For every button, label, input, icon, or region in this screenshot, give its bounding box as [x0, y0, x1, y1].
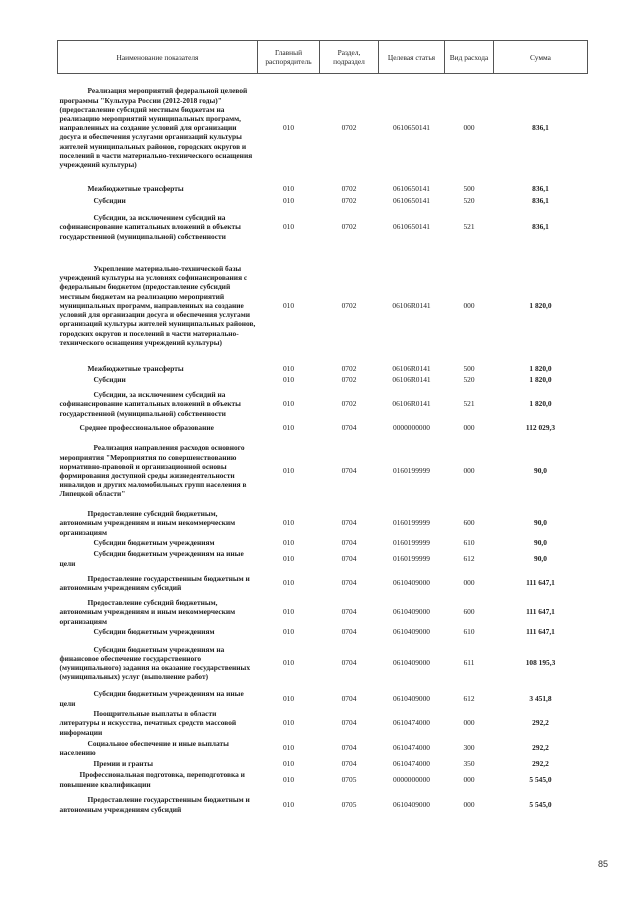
- row-target-article: 0000000000: [393, 774, 430, 784]
- row-name: Субсидии, за исключением субсидий на софинансирование капитальных вложений в объекты государственной (муниципальной) собственности: [59, 390, 241, 418]
- row-sum: 111 647,1: [526, 578, 555, 588]
- table-row: [58, 709, 588, 738]
- row-target-article: 0610409000: [393, 693, 430, 703]
- row-name: Предоставление государственным бюджетным и автономным учреждениям субсидий: [59, 795, 250, 814]
- row-grbs: 010: [282, 718, 295, 728]
- table-row: [58, 434, 588, 509]
- row-target-article: 0160199999: [393, 553, 430, 563]
- table-row: [58, 627, 588, 638]
- row-name: Субсидии бюджетным учреждениям: [93, 538, 215, 548]
- row-expense-type: 000: [463, 123, 475, 133]
- row-razdel: 0705: [341, 774, 357, 784]
- row-razdel: 0705: [341, 799, 357, 809]
- row-razdel: 0704: [341, 743, 357, 753]
- table-row: [58, 689, 588, 709]
- row-name: Субсидии бюджетным учреждениям на финансовое обеспечение государственного (муниципального) задания на оказание государственных (муниципальных) услуг (выполнение работ): [59, 644, 251, 682]
- row-grbs: 010: [282, 123, 295, 133]
- row-grbs: 010: [282, 466, 295, 476]
- row-name: Субсидии, за исключением субсидий на софинансирование капитальных вложений в объекты государственной (муниципальной) собственности: [59, 213, 241, 241]
- row-sum: 90,0: [534, 466, 547, 476]
- row-target-article: 06106R0141: [392, 364, 431, 374]
- row-grbs: 010: [282, 518, 295, 528]
- row-grbs: 010: [282, 578, 295, 588]
- row-target-article: 0160199999: [393, 466, 430, 476]
- table-row: [58, 196, 588, 207]
- row-expense-type: 600: [463, 518, 475, 528]
- row-name: Реализация направления расходов основного мероприятия "Мероприятия по совершенствованию нормативно-правовой и организационной основы формирования доступной среды жизнедеятельности инвалидов и других маломобильных групп населения в Липецкой области": [59, 443, 247, 499]
- row-expense-type: 521: [463, 399, 475, 409]
- row-razdel: 0704: [341, 658, 357, 668]
- row-name: Среднее профессиональное образование: [79, 423, 214, 433]
- row-razdel: 0704: [341, 627, 357, 637]
- row-razdel: 0704: [341, 607, 357, 617]
- row-razdel: 0702: [341, 196, 357, 206]
- row-expense-type: 000: [463, 799, 475, 809]
- row-grbs: 010: [282, 759, 295, 769]
- row-sum: 5 545,0: [529, 799, 552, 809]
- row-razdel: 0704: [341, 578, 357, 588]
- row-sum: 111 647,1: [526, 627, 555, 637]
- row-grbs: 010: [282, 627, 295, 637]
- row-grbs: 010: [282, 196, 295, 206]
- row-sum: 292,2: [532, 718, 549, 728]
- table-row: [58, 538, 588, 549]
- row-target-article: 0610409000: [393, 799, 430, 809]
- row-target-article: 0610409000: [393, 607, 430, 617]
- row-razdel: 0704: [341, 538, 357, 548]
- row-razdel: 0702: [341, 183, 357, 193]
- table-row: [58, 569, 588, 598]
- budget-sheet: [57, 40, 587, 820]
- row-target-article: 0610650141: [393, 123, 430, 133]
- row-razdel: 0704: [341, 553, 357, 563]
- row-sum: 1 820,0: [529, 375, 552, 385]
- row-expense-type: 300: [463, 743, 475, 753]
- table-row: [58, 248, 588, 364]
- row-expense-type: 000: [463, 300, 475, 310]
- row-sum: 111 647,1: [526, 607, 555, 617]
- row-sum: 1 820,0: [529, 364, 552, 374]
- row-sum: 3 451,8: [529, 693, 552, 703]
- row-expense-type: 350: [463, 759, 475, 769]
- row-target-article: 0610474000: [393, 718, 430, 728]
- table-row: [58, 549, 588, 569]
- row-name: Предоставление государственным бюджетным и автономным учреждениям субсидий: [59, 573, 250, 592]
- row-sum: 836,1: [532, 196, 549, 206]
- row-sum: 836,1: [532, 123, 549, 133]
- table-body: [58, 74, 588, 820]
- row-name: Субсидии бюджетным учреждениям на иные цели: [59, 689, 244, 708]
- table-row: [58, 364, 588, 375]
- row-razdel: 0704: [341, 466, 357, 476]
- row-name: Укрепление материально-технической базы учреждений культуры на условиях софинансирования с федеральным бюджетом (предоставление субсидий местным бюджетам на реализацию мероприятий муниципальных программ, направленных на создание условий для организации досуга и обеспечения услугами организаций культуры жителей муниципальных районов, городских округов и поселений в части материально-технического оснащения учреждений культуры): [59, 264, 256, 347]
- row-sum: 836,1: [532, 183, 549, 193]
- row-grbs: 010: [282, 743, 295, 753]
- row-sum: 292,2: [532, 759, 549, 769]
- row-razdel: 0704: [341, 759, 357, 769]
- row-name: Субсидии: [93, 375, 126, 385]
- row-target-article: 0610650141: [393, 222, 430, 232]
- row-expense-type: 520: [463, 375, 475, 385]
- row-razdel: 0702: [341, 399, 357, 409]
- table-row: [58, 386, 588, 423]
- table-row: [58, 509, 588, 538]
- row-name: Поощрительные выплаты в области литературы и искусства, печатных средств массовой информации: [59, 709, 237, 737]
- row-name: Реализация мероприятий федеральной целевой программы "Культура России (2012-2018 годы)" (предоставление субсидий местным бюджетам на реализацию мероприятий муниципальных программ, направленных на создание условий для организации досуга и обеспечения услугами организаций культуры жителей муниципальных районов, городских округов и поселений в части материально-технического оснащения учреждений культуры): [59, 86, 253, 169]
- header-razdel: Раздел, подраздел: [320, 41, 379, 74]
- row-expense-type: 610: [463, 627, 475, 637]
- row-grbs: 010: [282, 183, 295, 193]
- row-grbs: 010: [282, 607, 295, 617]
- row-razdel: 0704: [341, 693, 357, 703]
- row-expense-type: 521: [463, 222, 475, 232]
- row-name: Премии и гранты: [93, 759, 153, 769]
- table-row: [58, 770, 588, 790]
- row-target-article: 0610409000: [393, 658, 430, 668]
- row-grbs: 010: [282, 375, 295, 385]
- row-razdel: 0704: [341, 518, 357, 528]
- table-row: [58, 790, 588, 820]
- table-row: [58, 182, 588, 196]
- row-name: Профессиональная подготовка, переподготовка и повышение квалификации: [59, 770, 245, 789]
- row-expense-type: 500: [463, 364, 475, 374]
- row-sum: 5 545,0: [529, 774, 552, 784]
- row-expense-type: 000: [463, 578, 475, 588]
- row-target-article: 0610409000: [393, 627, 430, 637]
- row-sum: 1 820,0: [529, 399, 552, 409]
- row-grbs: 010: [282, 774, 295, 784]
- row-name: Предоставление субсидий бюджетным, автономным учреждениям и иным некоммерческим организациям: [59, 598, 236, 626]
- header-expense-type: Вид расхода: [445, 41, 494, 74]
- table-row: [58, 759, 588, 770]
- row-razdel: 0702: [341, 123, 357, 133]
- row-expense-type: 520: [463, 196, 475, 206]
- row-sum: 112 029,3: [525, 423, 556, 433]
- row-grbs: 010: [282, 364, 295, 374]
- row-sum: 90,0: [534, 538, 547, 548]
- budget-table: [57, 40, 588, 820]
- table-row: [58, 598, 588, 627]
- row-target-article: 0000000000: [393, 423, 430, 433]
- row-expense-type: 600: [463, 607, 475, 617]
- row-name: Предоставление субсидий бюджетным, автономным учреждениям и иным некоммерческим организациям: [59, 509, 236, 537]
- row-expense-type: 612: [463, 553, 475, 563]
- row-target-article: 06106R0141: [392, 399, 431, 409]
- row-sum: 1 820,0: [529, 300, 552, 310]
- table-row: [58, 375, 588, 386]
- row-name: Социальное обеспечение и иные выплаты населению: [59, 738, 229, 757]
- row-target-article: 06106R0141: [392, 300, 431, 310]
- row-name: Субсидии: [93, 196, 126, 206]
- row-target-article: 06106R0141: [392, 375, 431, 385]
- table-row: [58, 74, 588, 182]
- row-name: Межбюджетные трансферты: [87, 364, 184, 374]
- page-number: 85: [598, 859, 609, 869]
- row-sum: 90,0: [534, 518, 547, 528]
- row-expense-type: 000: [463, 423, 475, 433]
- row-grbs: 010: [282, 538, 295, 548]
- header-grbs: Главный распорядитель: [258, 41, 320, 74]
- row-grbs: 010: [282, 553, 295, 563]
- row-target-article: 0610409000: [393, 578, 430, 588]
- row-razdel: 0702: [341, 222, 357, 232]
- row-target-article: 0610474000: [393, 759, 430, 769]
- row-expense-type: 000: [463, 774, 475, 784]
- row-razdel: 0702: [341, 364, 357, 374]
- table-row: [58, 423, 588, 434]
- table-header: [58, 41, 588, 74]
- row-expense-type: 610: [463, 538, 475, 548]
- row-name: Субсидии бюджетным учреждениям на иные цели: [59, 549, 244, 568]
- table-row: [58, 207, 588, 248]
- header-sum: Сумма: [494, 41, 588, 74]
- row-razdel: 0704: [341, 718, 357, 728]
- row-expense-type: 500: [463, 183, 475, 193]
- table-row: [58, 638, 588, 689]
- row-razdel: 0702: [341, 300, 357, 310]
- row-grbs: 010: [282, 399, 295, 409]
- row-target-article: 0160199999: [393, 518, 430, 528]
- row-target-article: 0610650141: [393, 183, 430, 193]
- row-grbs: 010: [282, 658, 295, 668]
- row-name: Межбюджетные трансферты: [87, 183, 184, 193]
- row-target-article: 0160199999: [393, 538, 430, 548]
- row-grbs: 010: [282, 222, 295, 232]
- header-name: Наименование показателя: [58, 41, 258, 74]
- row-grbs: 010: [282, 799, 295, 809]
- row-grbs: 010: [282, 300, 295, 310]
- row-target-article: 0610650141: [393, 196, 430, 206]
- row-expense-type: 611: [463, 658, 475, 668]
- row-sum: 108 195,3: [525, 658, 556, 668]
- row-razdel: 0702: [341, 375, 357, 385]
- row-expense-type: 000: [463, 466, 475, 476]
- row-sum: 90,0: [534, 553, 547, 563]
- row-razdel: 0704: [341, 423, 357, 433]
- header-target-article: Целевая статья: [379, 41, 445, 74]
- row-expense-type: 612: [463, 693, 475, 703]
- row-grbs: 010: [282, 693, 295, 703]
- row-target-article: 0610474000: [393, 743, 430, 753]
- row-expense-type: 000: [463, 718, 475, 728]
- table-row: [58, 738, 588, 759]
- row-sum: 836,1: [532, 222, 549, 232]
- row-name: Субсидии бюджетным учреждениям: [93, 627, 215, 637]
- row-sum: 292,2: [532, 743, 549, 753]
- row-grbs: 010: [282, 423, 295, 433]
